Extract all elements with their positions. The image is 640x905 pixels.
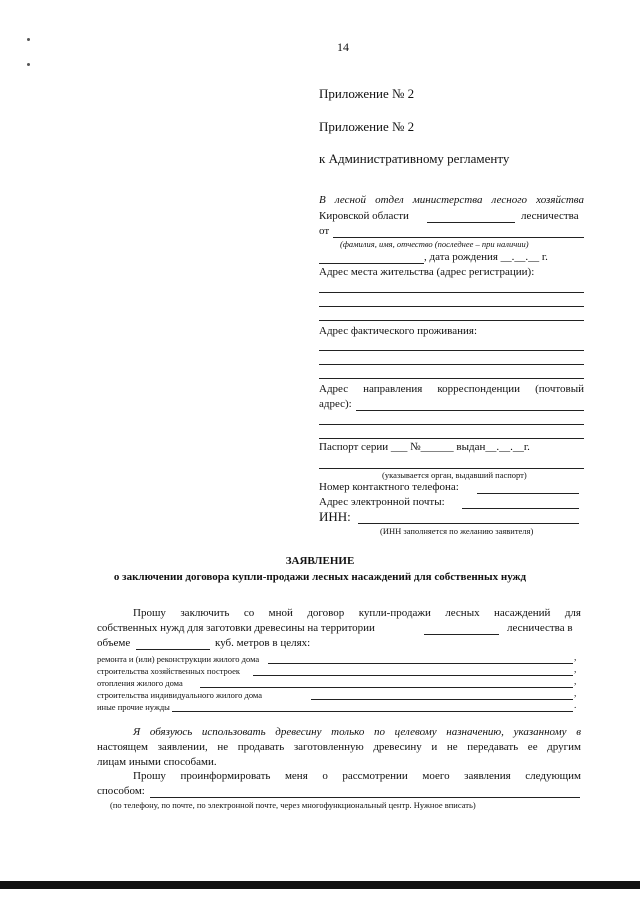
- appendix-heading: Приложение № 2: [319, 86, 415, 101]
- purpose-item: иные прочие нужды: [97, 702, 170, 712]
- inn-label: ИНН:: [319, 509, 351, 524]
- mail-address-field-1[interactable]: [356, 410, 584, 411]
- forestry-name-field[interactable]: [427, 222, 515, 223]
- comma: ,: [574, 677, 577, 687]
- notification-method-hint: (по телефону, по почте, по электронной почте, через многофункциональный центр. Нужное вписать): [110, 800, 476, 810]
- residence-field-3[interactable]: [319, 320, 584, 321]
- name-hint: (фамилия, имя, отчество (последнее – при наличии): [340, 239, 529, 249]
- residence-field-1[interactable]: [319, 292, 584, 293]
- purpose-field[interactable]: [268, 663, 573, 664]
- passport-line: Паспорт серии ___ №______ выдан__.__.__г.: [319, 441, 530, 453]
- actual-address-label: Адрес фактического проживания:: [319, 325, 477, 337]
- passport-issuer-field[interactable]: [319, 468, 584, 469]
- request-line-3b: куб. метров в целях:: [215, 637, 311, 649]
- phone-label: Номер контактного телефона:: [319, 481, 459, 493]
- scan-speck: [27, 63, 30, 66]
- phone-field[interactable]: [477, 493, 579, 494]
- inn-hint: (ИНН заполняется по желанию заявителя): [380, 526, 534, 536]
- document-subtitle: о заключении договора купли-продажи лесных насаждений для собственных нужд: [113, 571, 527, 583]
- email-label: Адрес электронной почты:: [319, 496, 445, 508]
- mail-address-field-3[interactable]: [319, 438, 584, 439]
- obligation-line-3: лицам иными способами.: [97, 756, 217, 768]
- notification-method-field[interactable]: [150, 797, 580, 798]
- volume-field[interactable]: [136, 649, 210, 650]
- residence-label: Адрес места жительства (адрес регистрации):: [319, 266, 535, 278]
- inn-field[interactable]: [358, 523, 579, 524]
- mail-address-field-2[interactable]: [319, 424, 584, 425]
- scan-speck: [27, 38, 30, 41]
- mail-address-label: Адрес направления корреспонденции (почтовый: [319, 383, 584, 395]
- purpose-item: строительства индивидуального жилого дома: [97, 690, 263, 700]
- email-field[interactable]: [462, 508, 579, 509]
- passport-hint: (указывается орган, выдавший паспорт): [382, 470, 527, 480]
- actual-address-field-3[interactable]: [319, 378, 584, 379]
- regulation-reference: к Административному регламенту: [319, 151, 510, 166]
- notification-line-2: способом:: [97, 785, 145, 797]
- comma: ,: [574, 653, 577, 663]
- purpose-field[interactable]: [253, 675, 573, 676]
- addressee-region: Кировской области: [319, 210, 409, 222]
- actual-address-field-1[interactable]: [319, 350, 584, 351]
- purpose-field[interactable]: [311, 699, 573, 700]
- purpose-item: строительства хозяйственных построек: [97, 666, 241, 676]
- request-line-2b: лесничества в: [507, 622, 573, 634]
- document-title: ЗАЯВЛЕНИЕ: [285, 555, 355, 567]
- mail-address-label-cont: адрес):: [319, 398, 352, 410]
- from-label: от: [319, 225, 330, 237]
- applicant-name-field[interactable]: [333, 237, 584, 238]
- addressee-line-1: В лесной отдел министерства лесного хозяйства: [319, 194, 584, 206]
- page-number: 14: [337, 40, 349, 54]
- purpose-item: ремонта и (или) реконструкции жилого дома: [97, 654, 260, 664]
- purpose-field[interactable]: [200, 687, 573, 688]
- notification-line-1: Прошу проинформировать меня о рассмотрении моего заявления следующим: [133, 770, 581, 782]
- applicant-name-field-2[interactable]: [319, 263, 424, 264]
- appendix-heading-repeat: Приложение № 2: [319, 119, 415, 134]
- request-line-3a: объеме: [97, 637, 131, 649]
- purpose-item: отопления жилого дома: [97, 678, 183, 688]
- comma: ,: [574, 665, 577, 675]
- territory-field[interactable]: [424, 634, 499, 635]
- obligation-line-2: настоящем заявлении, не продавать заготовленную древесину и не передавать ее другим: [97, 741, 581, 753]
- obligation-line-1: Я обязуюсь использовать древесину только по целевому назначению, указанному в: [133, 726, 581, 738]
- scan-edge-bar: [0, 881, 640, 889]
- residence-field-2[interactable]: [319, 306, 584, 307]
- actual-address-field-2[interactable]: [319, 364, 584, 365]
- addressee-forestry-label: лесничества: [521, 210, 579, 222]
- request-line-1: Прошу заключить со мной договор купли-продажи лесных насаждений для: [133, 607, 581, 619]
- purpose-field[interactable]: [172, 711, 573, 712]
- comma: ,: [574, 689, 577, 699]
- request-line-2a: собственных нужд для заготовки древесины на территории: [97, 622, 375, 634]
- period: .: [574, 701, 577, 711]
- date-of-birth-label: , дата рождения __.__.__ г.: [424, 251, 548, 263]
